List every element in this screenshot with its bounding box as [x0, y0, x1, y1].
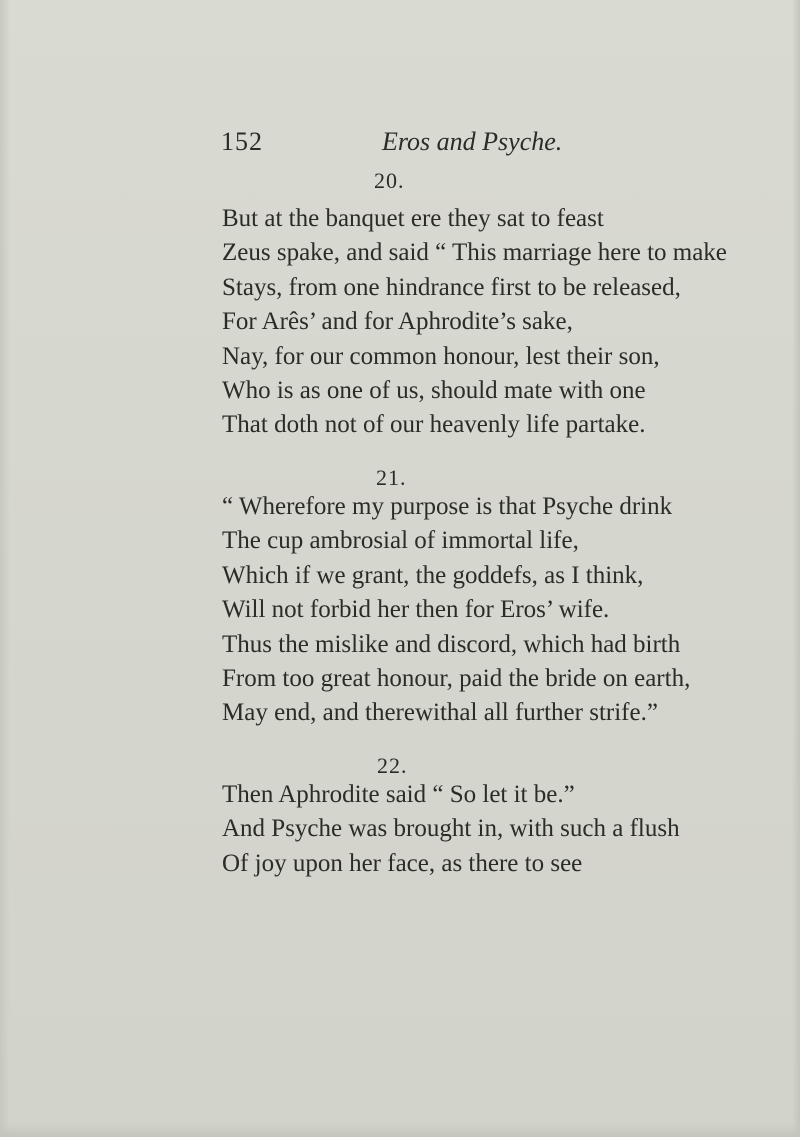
- verse-line: That doth not of our heavenly life partake.: [222, 411, 646, 439]
- verse-line: Nay, for our common honour, lest their son,: [222, 342, 660, 370]
- verse-line: “ Wherefore my purpose is that Psyche drink: [222, 493, 673, 520]
- verse-line: Will not forbid her then for Eros’ wife.: [222, 596, 610, 624]
- running-title: Eros and Psyche.: [382, 127, 563, 156]
- page-number: 152: [221, 127, 263, 156]
- verse-line: Which if we grant, the goddefs, as I think,: [222, 561, 644, 589]
- verse-line: Zeus spake, and said “ This marriage here to make: [222, 239, 727, 267]
- verse-line: Then Aphrodite said “ So let it be.”: [222, 781, 575, 808]
- verse-line: Stays, from one hindrance first to be released,: [222, 273, 681, 301]
- stanza: [222, 778, 680, 881]
- verse-line: Of joy upon her face, as there to see: [222, 849, 583, 877]
- verse-line: May end, and therewithal all further strife.”: [222, 699, 658, 727]
- page-left-edge: [0, 0, 10, 1137]
- stanza-number: 21.: [376, 465, 407, 490]
- stanza: [222, 490, 690, 731]
- page-bottom-edge: [0, 1123, 800, 1137]
- verse-line: For Arês’ and for Aphrodite’s sake,: [222, 308, 573, 336]
- verse-line: Thus the mislike and discord, which had birth: [222, 630, 681, 658]
- verse-line: The cup ambrosial of immortal life,: [222, 527, 579, 555]
- stanza-number: 20.: [374, 168, 405, 193]
- verse-line: And Psyche was brought in, with such a flush: [222, 815, 680, 843]
- verse-line: From too great honour, paid the bride on earth,: [222, 665, 691, 693]
- page-header: [221, 125, 563, 159]
- verse-line: Who is as one of us, should mate with one: [222, 377, 646, 405]
- stanza: [222, 202, 727, 443]
- page-right-edge: [792, 0, 800, 1137]
- stanza-number: 22.: [377, 753, 408, 778]
- verse-line: But at the banquet ere they sat to feast: [222, 205, 604, 232]
